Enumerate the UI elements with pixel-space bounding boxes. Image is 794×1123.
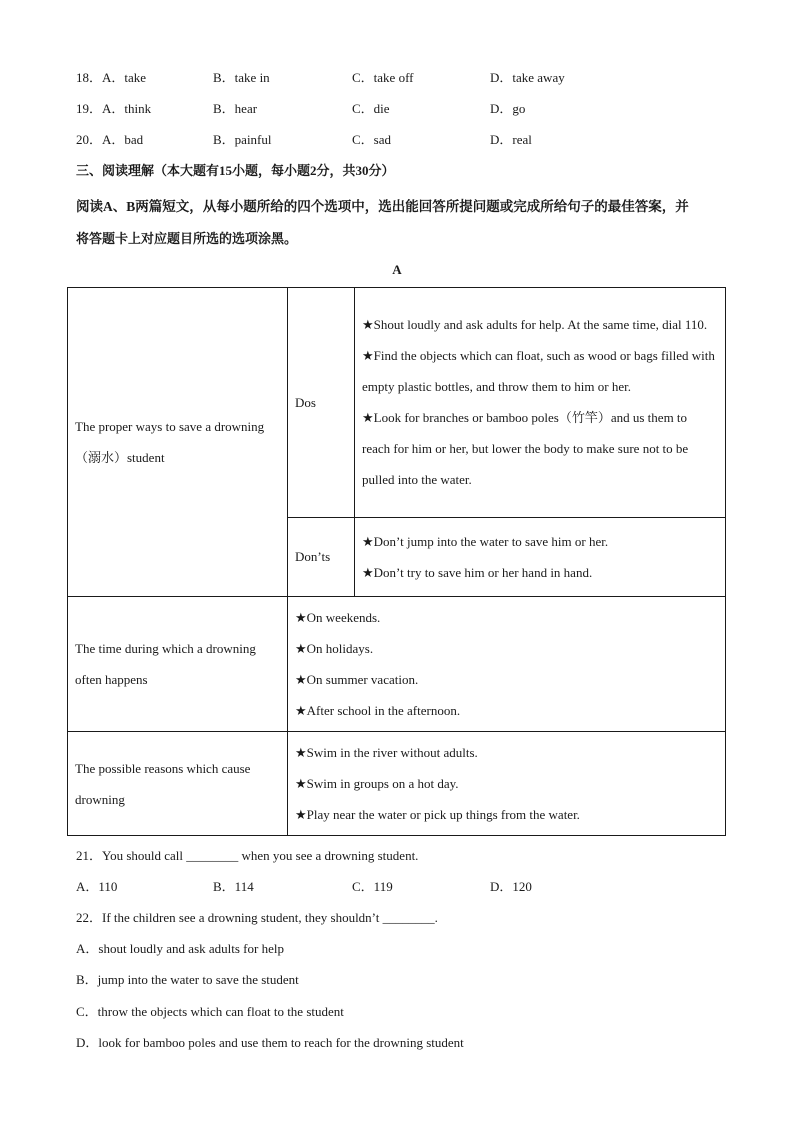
drowning-info-table xyxy=(67,287,726,836)
reason-item: ★Play near the water or pick up things from the water. xyxy=(295,807,580,822)
drowning-reasons-cell xyxy=(288,732,726,836)
question-18-option-c: C．take off xyxy=(352,70,414,85)
drowning-time-label: The time during which a drowning often happens xyxy=(68,597,288,732)
dos-item: ★Find the objects which can float, such as wood or bags filled with empty plastic bottles, and throw them to him or her. xyxy=(362,348,715,395)
passage-label: A xyxy=(392,262,402,277)
question-20-option-b: B．painful xyxy=(213,132,272,147)
question-19-option-a: 19．A．think xyxy=(76,101,152,116)
drowning-reasons-label: The possible reasons which cause drowning xyxy=(68,732,288,836)
donts-item: ★Don’t jump into the water to save him or her. xyxy=(362,533,609,549)
proper-ways-label: The proper ways to save a drowning （溺水）student xyxy=(68,288,288,597)
question-20-options xyxy=(76,129,726,149)
question-22-option-d: D．look for bamboo poles and use them to reach for the drowning student xyxy=(76,1035,464,1050)
question-20-option-d: D．real xyxy=(490,132,532,147)
question-20-option-c: C．sad xyxy=(352,132,392,147)
question-19-option-d: D．go xyxy=(490,101,526,116)
donts-item: ★Don’t try to save him or her hand in hand. xyxy=(362,564,593,580)
question-22-option-b: B．jump into the water to save the student xyxy=(76,972,299,987)
question-21-option-d: D．120 xyxy=(490,879,532,894)
donts-label: Don’ts xyxy=(288,517,355,596)
question-22-option-a: A．shout loudly and ask adults for help xyxy=(76,941,284,956)
question-19-options xyxy=(76,98,726,118)
question-21-option-c: C．119 xyxy=(352,879,393,894)
reason-item: ★Swim in the river without adults. xyxy=(295,745,478,760)
question-22-stem: 22．If the children see a drowning student, they shouldn’t ________. xyxy=(76,910,438,925)
question-18-options xyxy=(76,67,726,87)
question-21-option-b: B．114 xyxy=(213,879,254,894)
question-19-option-b: B．hear xyxy=(213,101,258,116)
dos-cell xyxy=(355,288,726,518)
dos-item: ★Shout loudly and ask adults for help. At the same time, dial 110. xyxy=(362,317,708,333)
donts-cell xyxy=(355,517,726,596)
dos-item: ★Look for branches or bamboo poles（竹竿）and us them to reach for him or her, but lower the body to make sure not to be pulled into the water. xyxy=(362,410,689,488)
instruction-line-1: 阅读A、B两篇短文，从每小题所给的四个选项中，选出能回答所提问题或完成所给句子的最佳答案，并 xyxy=(76,199,689,214)
instruction-line-2: 将答题卡上对应题目所选的选项涂黑。 xyxy=(76,231,298,246)
time-item: ★After school in the afternoon. xyxy=(295,703,461,718)
question-21-stem: 21．You should call ________ when you see a drowning student. xyxy=(76,848,419,863)
drowning-time-cell xyxy=(288,597,726,732)
question-18-option-d: D．take away xyxy=(490,70,565,85)
question-20-option-a: 20．A．bad xyxy=(76,132,144,147)
time-item: ★On summer vacation. xyxy=(295,672,419,687)
time-item: ★On weekends. xyxy=(295,610,381,625)
question-21-options xyxy=(76,876,726,896)
section-title: 三、阅读理解（本大题有15小题，每小题2分，共30分） xyxy=(76,163,395,178)
question-22-option-c: C．throw the objects which can float to the student xyxy=(76,1004,344,1019)
time-item: ★On holidays. xyxy=(295,641,374,656)
question-21-option-a: A．110 xyxy=(76,879,118,894)
reason-item: ★Swim in groups on a hot day. xyxy=(295,776,459,791)
dos-label: Dos xyxy=(288,288,355,518)
question-18-option-a: 18．A．take xyxy=(76,70,147,85)
question-18-option-b: B．take in xyxy=(213,70,270,85)
question-19-option-c: C．die xyxy=(352,101,390,116)
